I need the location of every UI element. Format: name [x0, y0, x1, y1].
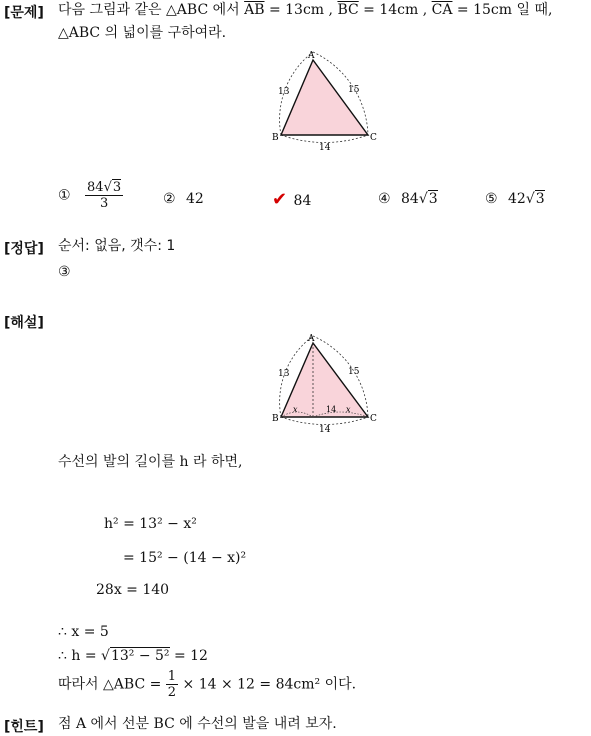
check-mark-icon: ✔	[272, 189, 288, 210]
choice-2-mark: ②	[163, 191, 176, 207]
therefore-h: ∴ h = √13² − 5² = 12	[58, 648, 208, 664]
area-line: 따라서 △ABC = $\frac{1}{2}$ × 14 × 12 = 84cm² 이다.	[58, 669, 357, 700]
choice-4[interactable]	[378, 191, 438, 207]
vertex-b-label: B	[272, 133, 279, 143]
problem-line-2: △ABC 의 넓이를 구하여라.	[58, 25, 227, 41]
side-ab-length: 13	[278, 369, 290, 379]
side-bc-length: 14	[319, 143, 331, 153]
choice-4-mark: ④	[378, 191, 391, 207]
choice-5[interactable]	[485, 191, 545, 207]
side-bc-length: 14	[319, 425, 331, 435]
area-fraction: $\frac{1}{2}$	[167, 669, 177, 700]
problem-intro: 다음 그림과 같은 △ABC 에서	[58, 2, 245, 18]
vertex-b-label: B	[272, 414, 279, 424]
choice-3-value: 84	[293, 193, 312, 209]
vertex-a-label: A	[308, 51, 315, 61]
radicand: 13² − 5²	[110, 648, 170, 664]
choice-1-fraction	[85, 180, 123, 211]
answer-choice: ③	[58, 264, 71, 280]
equation-1: h² = 13² − x²	[104, 516, 197, 532]
answer-line: 순서: 없음, 갯수: 1	[58, 238, 176, 254]
choice-1-mark: ①	[58, 187, 71, 204]
choice-1-numerator: 84√3	[87, 180, 122, 195]
side-ab-length: 13	[278, 87, 290, 97]
choice-5-mark: ⑤	[485, 191, 498, 207]
triangle-abc	[281, 60, 368, 135]
problem-triangle-figure	[268, 47, 383, 155]
hint-text: 점 A 에서 선분 BC 에 수선의 발을 내려 보자.	[58, 716, 337, 732]
choice-1[interactable]	[58, 180, 123, 211]
answer-tag: [정답]	[4, 241, 44, 257]
side-ac-length: 15	[348, 367, 360, 377]
choice-1-denominator: 3	[99, 196, 109, 211]
segment-ca-value: = 15cm 일 때,	[452, 2, 553, 18]
arc-bc	[281, 417, 368, 424]
vertex-c-label: C	[370, 133, 377, 143]
therefore-x: ∴ x = 5	[58, 624, 109, 640]
segment-ab-value: = 13cm ,	[264, 2, 338, 18]
choice-2-value: 42	[186, 191, 204, 207]
segment-bc-value: = 14cm ,	[358, 2, 432, 18]
side-ac-length: 15	[348, 85, 360, 95]
problem-line-1	[58, 0, 552, 20]
segment-ab: $\overline{AB}$	[244, 2, 265, 18]
vertex-a-label: A	[308, 334, 315, 344]
problem-tag: [문제]	[4, 5, 44, 21]
solution-intro: 수선의 발의 길이를 h 라 하면,	[58, 454, 243, 470]
segment-14-label: 14	[326, 405, 337, 414]
equation-2: = 15² − (14 − x)²	[123, 550, 247, 566]
solution-triangle-figure	[268, 331, 383, 435]
choice-4-value: 84√3	[401, 191, 438, 207]
equation-3: 28x = 140	[96, 582, 170, 598]
arc-bc	[281, 135, 368, 142]
hint-tag: [힌트]	[4, 719, 44, 735]
choice-5-value: 42√3	[508, 191, 545, 207]
choice-3[interactable]	[272, 189, 311, 210]
segment-ca: $\overline{CA}$	[431, 2, 453, 18]
choice-2[interactable]	[163, 191, 204, 207]
solution-tag: [해설]	[4, 315, 44, 331]
segment-rest-label: x	[346, 405, 351, 414]
segment-bc: $\overline{BC}$	[337, 2, 359, 18]
vertex-c-label: C	[370, 414, 377, 424]
segment-x-label: x	[293, 405, 298, 414]
